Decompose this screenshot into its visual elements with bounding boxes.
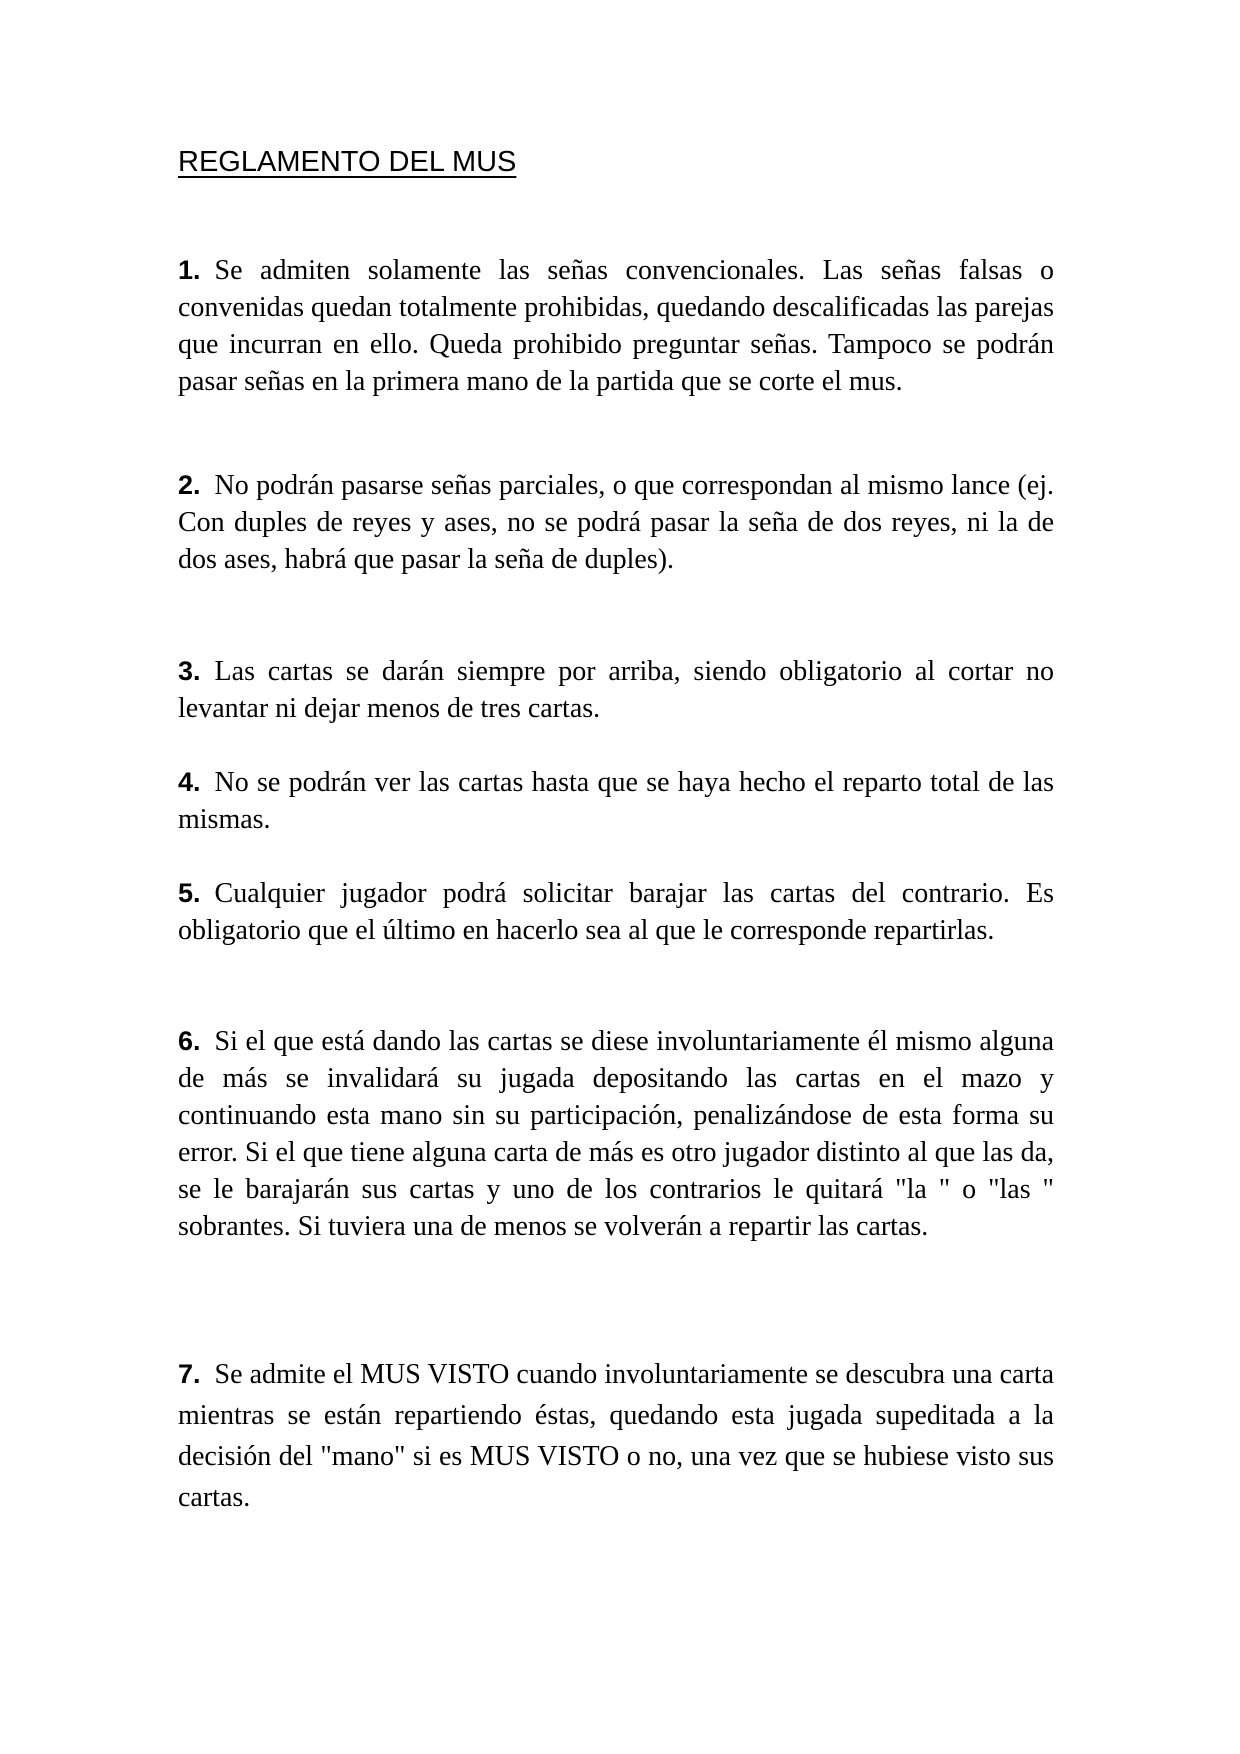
rule-number: 7. [178,1359,201,1389]
rule-6 [178,1023,1054,1245]
rule-number: 6. [178,1026,201,1056]
rule-number: 2. [178,470,201,500]
rule-5 [178,875,1054,949]
rule-text: Cualquier jugador podrá solicitar barajar las cartas del contrario. Es obligatorio que el último en hacerlo sea al que le corresponde repartirlas. [178,878,1054,946]
rule-text: No podrán pasarse señas parciales, o que correspondan al mismo lance (ej. Con duples de reyes y ases, no se podrá pasar la seña de dos reyes, ni la de dos ases, habrá que pasar la seña de duples). [178,470,1054,575]
document-title: REGLAMENTO DEL MUS [178,146,517,178]
rule-3 [178,653,1054,727]
rule-text: Si el que está dando las cartas se diese involuntariamente él mismo alguna de más se invalidará su jugada depositando las cartas en el mazo y continuando esta mano sin su participación, penalizándose de esta forma su error. Si el que tiene alguna carta de más es otro jugador distinto al que las da, se le barajarán sus cartas y uno de los contrarios le quitará "la " o "las " sobrantes. Si tuviera una de menos se volverán a repartir las cartas. [178,1026,1054,1242]
rule-number: 4. [178,767,201,797]
rule-text: No se podrán ver las cartas hasta que se haya hecho el reparto total de las mismas. [178,767,1054,835]
rule-number: 5. [178,878,201,908]
rule-text: Se admite el MUS VISTO cuando involuntariamente se descubra una carta mientras se están repartiendo éstas, quedando esta jugada supeditada a la decisión del "mano" si es MUS VISTO o no, una vez que se hubiese visto sus cartas. [178,1359,1054,1513]
rule-text: Se admiten solamente las señas convencionales. Las señas falsas o convenidas quedan totalmente prohibidas, quedando descalificadas las parejas que incurran en ello. Queda prohibido preguntar señas. Tampoco se podrán pasar señas en la primera mano de la partida que se corte el mus. [178,255,1054,397]
rule-1 [178,252,1054,400]
rule-number: 1. [178,255,201,285]
rule-2 [178,467,1054,578]
rule-number: 3. [178,656,201,686]
rule-4 [178,764,1054,838]
rule-text: Las cartas se darán siempre por arriba, siendo obligatorio al cortar no levantar ni dejar menos de tres cartas. [178,656,1054,724]
rule-7 [178,1354,1054,1518]
